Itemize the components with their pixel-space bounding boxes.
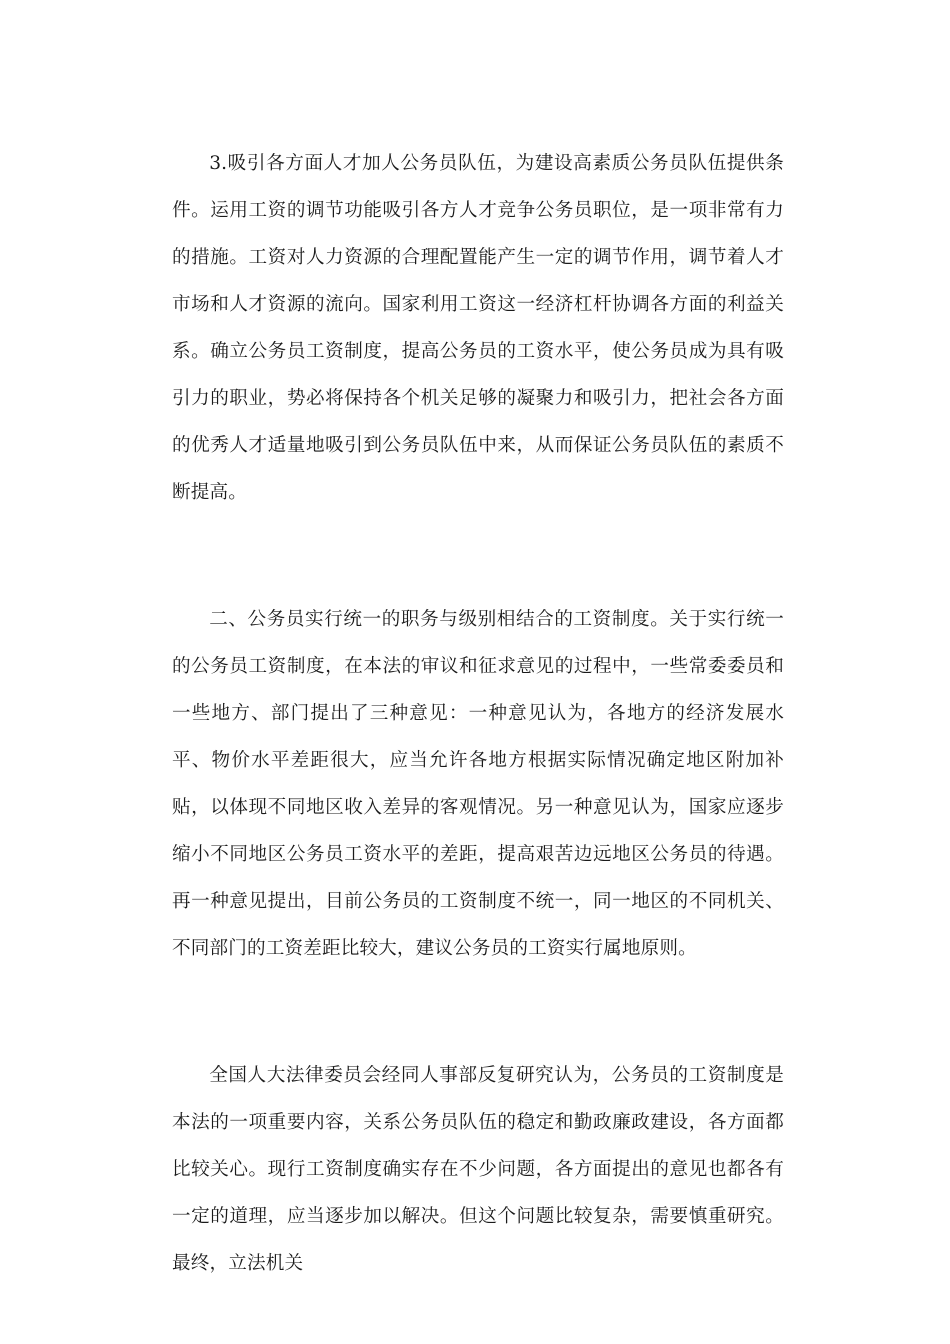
paragraph-spacer xyxy=(172,516,784,596)
paragraph-talent-attraction: 3.吸引各方面人才加人公务员队伍，为建设高素质公务员队伍提供条件。运用工资的调节功能吸引各方人才竞争公务员职位，是一项非常有力的措施。工资对人力资源的合理配置能产生一定的调节作用，调节着人才市场和人才资源的流向。国家利用工资这一经济杠杆协调各方面的利益关系。确立公务员工资制度，提高公务员的工资水平，使公务员成为具有吸引力的职业，势必将保持各个机关足够的凝聚力和吸引力，把社会各方面的优秀人才适量地吸引到公务员队伍中来，从而保证公务员队伍的素质不断提高。 xyxy=(172,153,784,503)
paragraph-law-committee-opinion: 全国人大法律委员会经同人事部反复研究认为，公务员的工资制度是本法的一项重要内容，关系公务员队伍的稳定和勤政廉政建设，各方面都比较关心。现行工资制度确实存在不少问题，各方面提出的意见也都各有一定的道理，应当逐步加以解决。但这个问题比较复杂，需要慎重研究。最终，立法机关 xyxy=(172,1065,784,1274)
paragraph-unified-salary-system: 二、公务员实行统一的职务与级别相结合的工资制度。关于实行统一的公务员工资制度，在本法的审议和征求意见的过程中，一些常委委员和一些地方、部门提出了三种意见：一种意见认为，各地方的经济发展水平、物价水平差距很大，应当允许各地方根据实际情况确定地区附加补贴，以体现不同地区收入差异的客观情况。另一种意见认为，国家应逐步缩小不同地区公务员工资水平的差距，提高艰苦边远地区公务员的待遇。再一种意见提出，目前公务员的工资制度不统一，同一地区的不同机关、不同部门的工资差距比较大，建议公务员的工资实行属地原则。 xyxy=(172,609,784,959)
document-page xyxy=(172,140,784,1287)
paragraph-spacer xyxy=(172,972,784,1052)
